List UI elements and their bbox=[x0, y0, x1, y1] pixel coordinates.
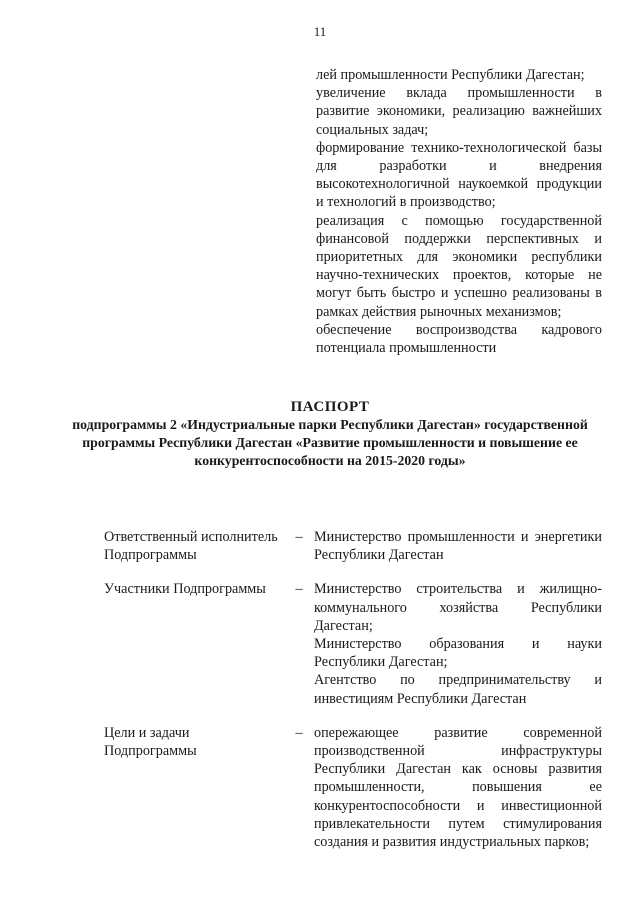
passport-heading bbox=[60, 398, 600, 470]
table-row bbox=[104, 528, 604, 564]
list-item: реализация с помощью государственной финансовой поддержки перспективных и приоритетных для экономики республики научно-технических проектов, которые не могут быть быстро и успешно реализованы в рамках действия рыночных механизмов; bbox=[316, 212, 602, 320]
list-item: формирование технико-технологической базы для разработки и внедрения высокотехнологичной наукоемкой продукции и технологий в производство; bbox=[316, 139, 602, 211]
table-row bbox=[104, 724, 604, 851]
page-number: 11 bbox=[313, 24, 327, 39]
list-item: обеспечение воспроизводства кадрового потенциала промышленности bbox=[316, 321, 602, 357]
passport-table bbox=[104, 528, 604, 851]
row-dash: – bbox=[295, 724, 303, 741]
row-value bbox=[314, 528, 602, 564]
row-label: Цели и задачи Подпрограммы bbox=[104, 724, 197, 760]
row-dash: – bbox=[295, 529, 303, 545]
value-item: Агентство по предпринимательству и инвестициям Республики Дагестан bbox=[314, 672, 602, 707]
row-dash: – bbox=[295, 581, 303, 598]
list-item: увеличение вклада промышленности в развитие экономики, реализацию важнейших социальных задач; bbox=[316, 85, 602, 138]
value-item: Министерство образования и науки Республики Дагестан; bbox=[314, 636, 602, 671]
page-subtitle: подпрограммы 2 «Индустриальные парки Республики Дагестан» государственной программы Республики Дагестан «Развитие промышленности и повышение ее конкурентоспособности на 2015-2020 годы» bbox=[72, 417, 588, 468]
row-value bbox=[314, 580, 602, 707]
row-label: Ответственный исполнитель Подпрограммы bbox=[104, 529, 278, 564]
row-value bbox=[314, 724, 602, 851]
table-row bbox=[104, 580, 604, 707]
page-title: ПАСПОРТ bbox=[290, 399, 370, 415]
intro-goals-list bbox=[316, 66, 602, 357]
value-item: Министерство строительства и жилищно-коммунального хозяйства Республики Дагестан; bbox=[314, 581, 602, 634]
value-item: Министерство промышленности и энергетики Республики Дагестан bbox=[314, 529, 602, 564]
value-item: опережающее развитие современной производственной инфраструктуры Республики Дагестан как основы развития промышленности, повышения ее конкурентоспособности и инвестиционной привлекательности путем стимулирования создания и развития индустриальных парков; bbox=[314, 724, 602, 851]
row-label: Участники Подпрограммы bbox=[104, 581, 266, 598]
list-item: лей промышленности Республики Дагестан; bbox=[316, 67, 585, 83]
